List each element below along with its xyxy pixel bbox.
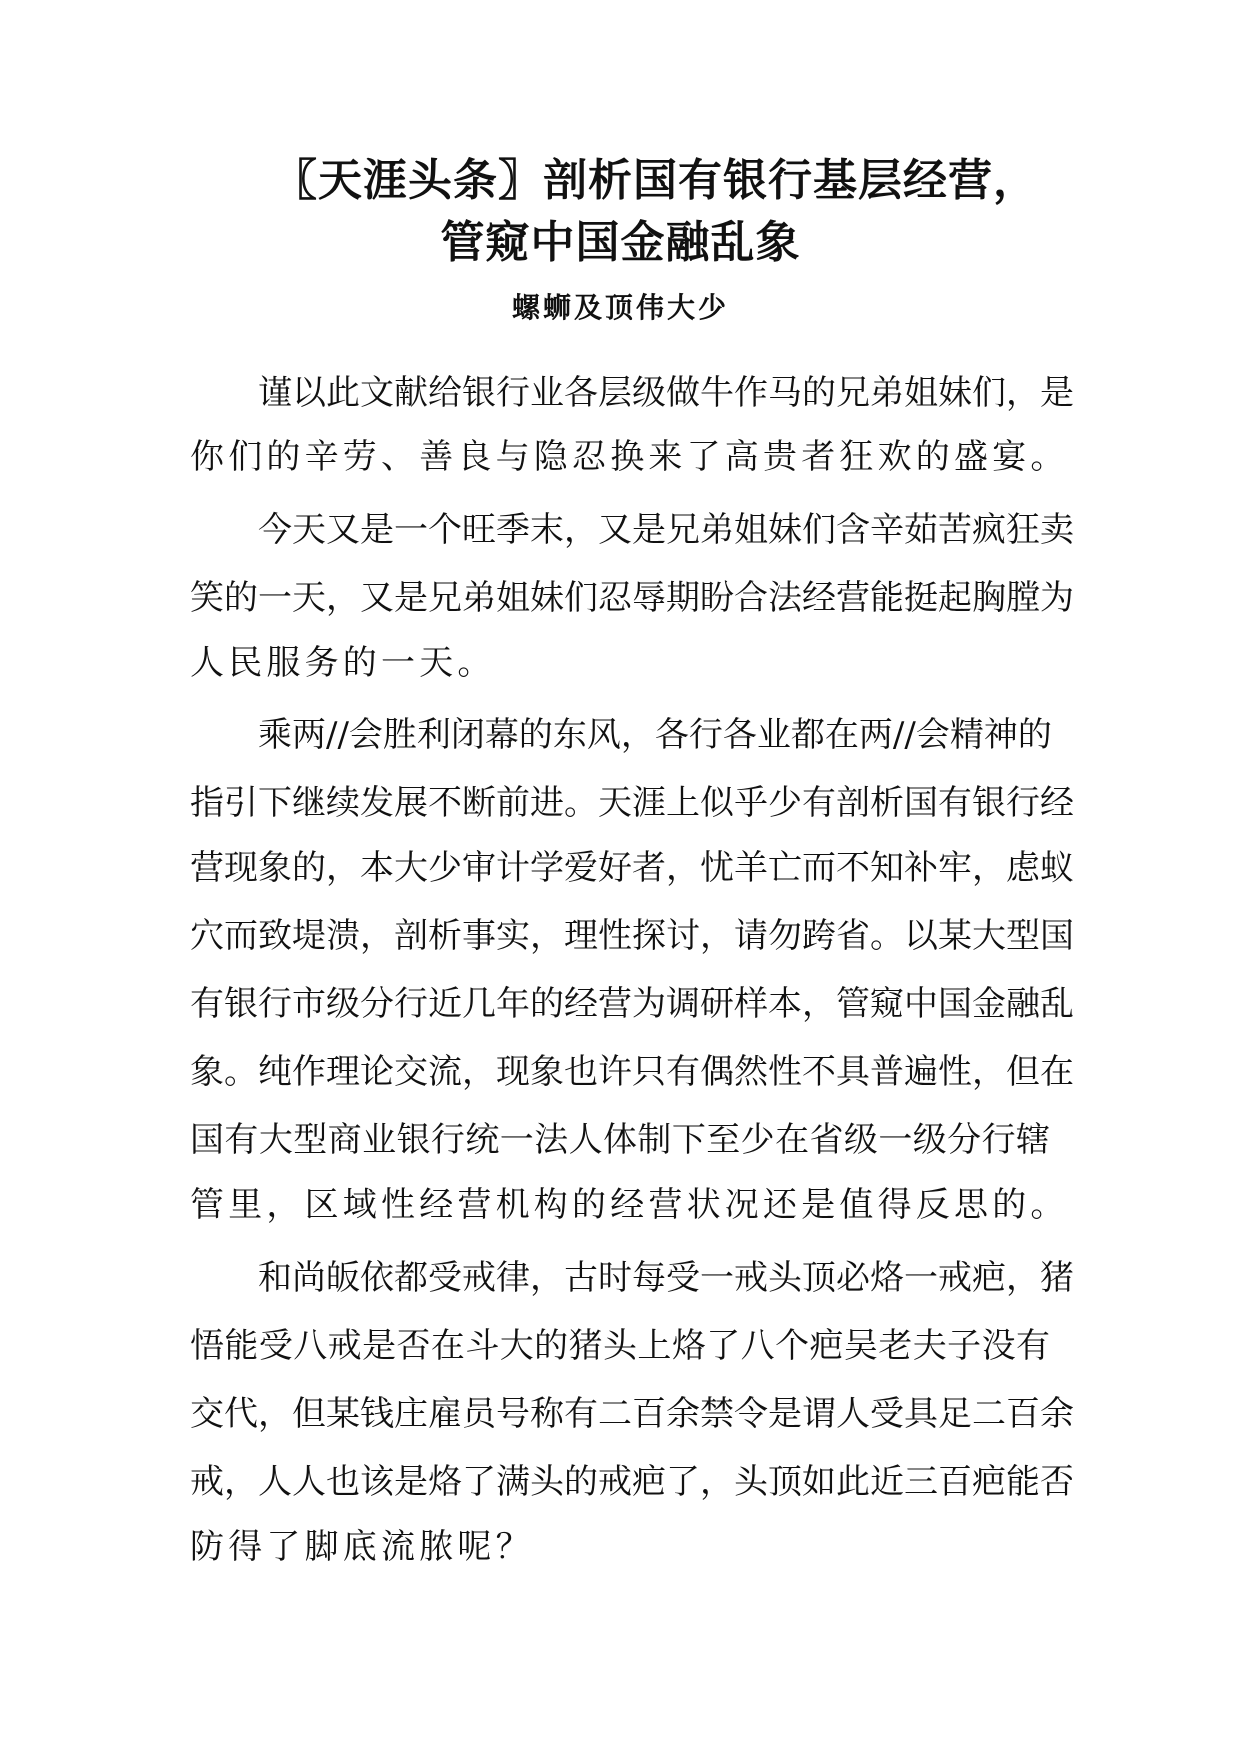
body-line: 戒，人人也该是烙了满头的戒疤了，头顶如此近三百疤能否 bbox=[190, 1462, 1074, 1502]
body-line: 有银行市级分行近几年的经营为调研样本，管窥中国金融乱 bbox=[190, 984, 1074, 1024]
body-line: 乘两//会胜利闭幕的东风，各行各业都在两//会精神的 bbox=[258, 715, 1052, 755]
body-line: 防得了脚底流脓呢？ bbox=[190, 1527, 534, 1567]
body-line: 悟能受八戒是否在斗大的猪头上烙了八个疤吴老夫子没有 bbox=[190, 1326, 1050, 1366]
body-line: 象。纯作理论交流，现象也许只有偶然性不具普遍性，但在 bbox=[190, 1052, 1074, 1092]
body-line: 穴而致堤溃，剖析事实，理性探讨，请勿跨省。以某大型国 bbox=[190, 916, 1074, 956]
author: 螺蛳及顶伟大少 bbox=[511, 291, 729, 324]
body-line: 指引下继续发展不断前进。天涯上似乎少有剖析国有银行经 bbox=[190, 783, 1074, 823]
body-line: 你们的辛劳、善良与隐忍换来了高贵者狂欢的盛宴。 bbox=[190, 437, 1069, 477]
body-line: 管里，区域性经营机构的经营状况还是值得反思的。 bbox=[190, 1185, 1069, 1225]
body-line: 笑的一天，又是兄弟姐妹们忍辱期盼合法经营能挺起胸膛为 bbox=[190, 578, 1074, 618]
body-line: 今天又是一个旺季末，又是兄弟姐妹们含辛茹苦疯狂卖 bbox=[258, 510, 1074, 550]
title-line-2: 管窥中国金融乱象 bbox=[440, 217, 801, 268]
title-line-1: 〖天涯头条〗剖析国有银行基层经营， bbox=[273, 155, 1038, 206]
body-line: 国有大型商业银行统一法人体制下至少在省级一级分行辖 bbox=[190, 1120, 1050, 1160]
body-line: 交代，但某钱庄雇员号称有二百余禁令是谓人受具足二百余 bbox=[190, 1394, 1074, 1434]
body-line: 人民服务的一天。 bbox=[190, 643, 496, 683]
body-line: 营现象的，本大少审计学爱好者，忧羊亡而不知补牢，虑蚁 bbox=[190, 848, 1074, 888]
body-line: 和尚皈依都受戒律，古时每受一戒头顶必烙一戒疤，猪 bbox=[258, 1258, 1074, 1298]
body-line: 谨以此文献给银行业各层级做牛作马的兄弟姐妹们，是 bbox=[258, 373, 1074, 413]
